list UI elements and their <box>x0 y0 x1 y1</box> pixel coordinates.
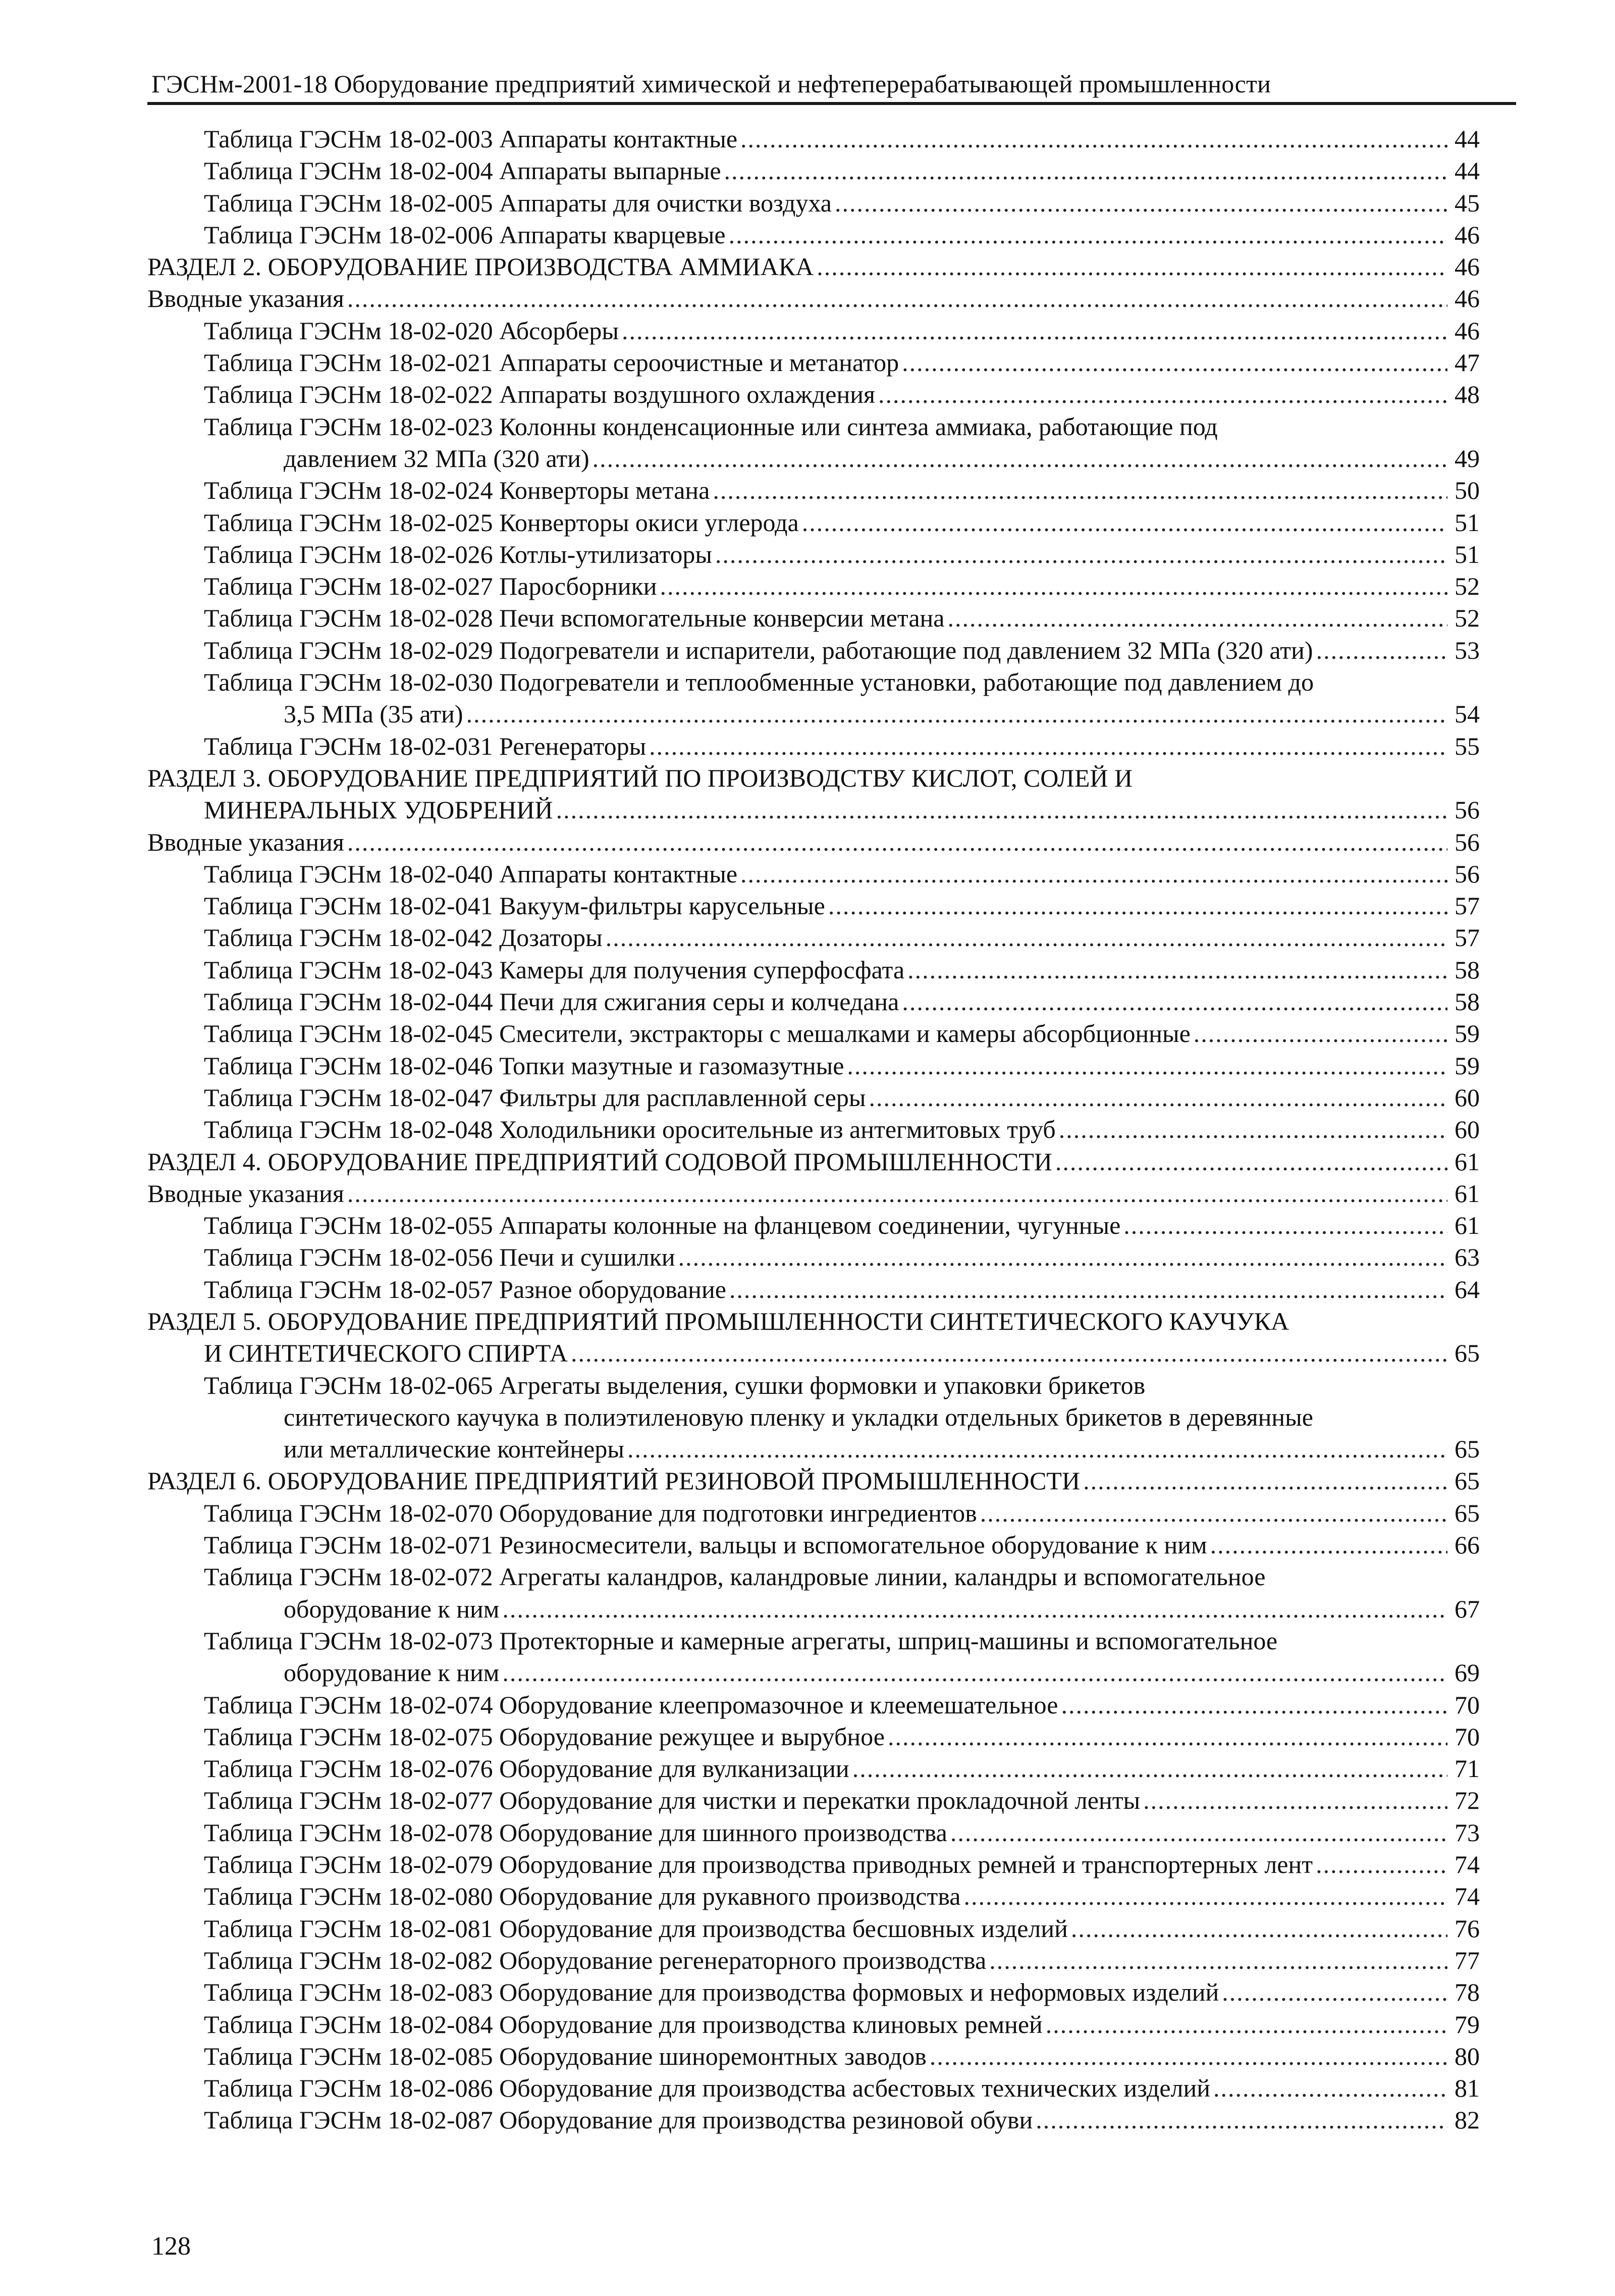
toc-entry-row <box>204 1593 1480 1625</box>
toc-entry-page: 63 <box>1455 1243 1480 1272</box>
toc-section-entry <box>147 1306 1480 1370</box>
toc-entry-title: Вводные указания <box>147 1179 344 1208</box>
toc-entry-title: оборудование к ним <box>284 1594 500 1623</box>
toc-entry-page: 59 <box>1455 1051 1480 1080</box>
toc-table-entry <box>147 1529 1480 1561</box>
toc-entry-page: 46 <box>1455 284 1480 313</box>
toc-entry-row <box>204 2104 1480 2136</box>
toc-entry-page: 57 <box>1455 923 1480 952</box>
dot-leader <box>964 1881 1448 1912</box>
toc-entry-page: 55 <box>1455 732 1480 760</box>
toc-entry-title: Таблица ГЭСНм 18-02-044 Печи для сжигания серы и колчедана <box>204 987 899 1016</box>
toc-entry-page: 76 <box>1455 1914 1480 1943</box>
toc-entry-title: Таблица ГЭСНм 18-02-004 Аппараты выпарные <box>204 156 721 185</box>
dot-leader <box>828 890 1447 922</box>
toc-table-entry <box>147 1050 1480 1082</box>
dot-leader <box>947 602 1447 634</box>
toc-entry-row <box>204 922 1480 954</box>
toc-entry-row <box>147 1178 1480 1210</box>
toc-entry-row <box>204 507 1480 539</box>
toc-entry-row <box>204 2041 1480 2072</box>
toc-entry-page: 54 <box>1455 700 1480 728</box>
toc-entry-page: 47 <box>1455 348 1480 377</box>
dot-leader <box>1061 1689 1447 1721</box>
toc-table-entry <box>147 1561 1480 1625</box>
toc-table-entry <box>147 1785 1480 1816</box>
toc-entry-row <box>147 251 1480 283</box>
dot-leader <box>1194 1018 1447 1050</box>
dot-leader <box>1083 1465 1447 1497</box>
toc-section-entry <box>147 251 1480 283</box>
dot-leader <box>622 315 1447 347</box>
dot-leader <box>502 1593 1447 1625</box>
toc-entry-page: 50 <box>1455 476 1480 505</box>
toc-table-entry <box>147 1976 1480 2008</box>
toc-entry-page: 48 <box>1455 380 1480 409</box>
toc-entry-page: 70 <box>1455 1722 1480 1751</box>
toc-entry-page: 52 <box>1455 572 1480 601</box>
dot-leader <box>649 730 1447 762</box>
toc-table-entry <box>147 347 1480 379</box>
toc-entry-title: Таблица ГЭСНм 18-02-087 Оборудование для производства резиновой обуви <box>204 2106 1033 2134</box>
toc-entry-row <box>204 475 1480 506</box>
toc-section-entry <box>147 826 1480 858</box>
toc-entry-title: Таблица ГЭСНм 18-02-041 Вакуум-фильтры карусельные <box>204 892 825 920</box>
toc-entry-page: 65 <box>1455 1435 1480 1464</box>
toc-entry-page: 51 <box>1455 508 1480 537</box>
toc-entry-title: Таблица ГЭСНм 18-02-045 Смесители, экстракторы с мешалками и камеры абсорбционные <box>204 1019 1191 1048</box>
toc-entry-row <box>204 954 1480 986</box>
toc-entry-row <box>147 826 1480 858</box>
toc-entry-title-line: РАЗДЕЛ 3. ОБОРУДОВАНИЕ ПРЕДПРИЯТИЙ ПО ПРОИЗВОДСТВУ КИСЛОТ, СОЛЕЙ И <box>147 763 1133 792</box>
toc-entry-page: 78 <box>1455 1978 1480 2007</box>
dot-leader <box>1210 1529 1447 1561</box>
dot-leader <box>888 1721 1447 1753</box>
toc-entry-page: 59 <box>1455 1019 1480 1048</box>
toc-table-entry <box>147 155 1480 187</box>
toc-table-entry <box>147 411 1480 475</box>
toc-table-entry <box>147 123 1480 155</box>
toc-entry-page: 57 <box>1455 892 1480 920</box>
toc-entry-row <box>204 155 1480 187</box>
dot-leader <box>502 1657 1447 1689</box>
toc-entry-row <box>204 2009 1480 2041</box>
toc-entry-title: Таблица ГЭСНм 18-02-081 Оборудование для производства бесшовных изделий <box>204 1914 1068 1943</box>
toc-entry-page: 61 <box>1455 1211 1480 1240</box>
toc-entry-title: Таблица ГЭСНм 18-02-024 Конверторы метана <box>204 476 710 505</box>
toc-entry-row <box>204 347 1480 379</box>
toc-entry-row <box>204 986 1480 1018</box>
toc-table-entry <box>147 890 1480 922</box>
toc-entry-page: 44 <box>1455 156 1480 185</box>
header-rule <box>147 102 1516 105</box>
dot-leader <box>606 922 1447 954</box>
toc-entry-title: РАЗДЕЛ 2. ОБОРУДОВАНИЕ ПРОИЗВОДСТВА АММИАКА <box>147 252 814 281</box>
toc-entry-row <box>204 187 1480 219</box>
toc-entry-row <box>204 1050 1480 1082</box>
toc-table-entry <box>147 187 1480 219</box>
toc-entry-page: 58 <box>1455 955 1480 984</box>
toc-entry-row <box>204 2072 1480 2104</box>
toc-table-entry <box>147 1849 1480 1881</box>
toc-table-entry <box>147 539 1480 570</box>
toc-entry-row <box>204 730 1480 762</box>
toc-entry-title: давлением 32 МПа (320 ати) <box>284 444 589 473</box>
dot-leader <box>466 698 1447 730</box>
dot-leader <box>930 2041 1447 2072</box>
toc-entry-row <box>204 858 1480 890</box>
toc-entry-row <box>147 794 1480 826</box>
toc-table-entry <box>147 1241 1480 1273</box>
toc-entry-page: 58 <box>1455 987 1480 1016</box>
toc-entry-row <box>147 1146 1480 1178</box>
toc-table-entry <box>147 730 1480 762</box>
toc-entry-title: Таблица ГЭСНм 18-02-028 Печи вспомогательные конверсии метана <box>204 604 945 633</box>
toc-entry-page: 65 <box>1455 1498 1480 1527</box>
dot-leader <box>347 826 1447 858</box>
toc-table-entry <box>147 1753 1480 1785</box>
dot-leader <box>847 1050 1447 1082</box>
toc-entry-title: Таблица ГЭСНм 18-02-047 Фильтры для расплавленной серы <box>204 1083 866 1112</box>
dot-leader <box>902 347 1447 379</box>
toc-entry-title: Таблица ГЭСНм 18-02-085 Оборудование шиноремонтных заводов <box>204 2042 927 2070</box>
toc-entry-title-line: РАЗДЕЛ 5. ОБОРУДОВАНИЕ ПРЕДПРИЯТИЙ ПРОМЫШЛЕННОСТИ СИНТЕТИЧЕСКОГО КАУЧУКА <box>147 1307 1289 1335</box>
toc-entry-title: Таблица ГЭСНм 18-02-029 Подогреватели и испарители, работающие под давлением 32 МПа (320 ати) <box>204 636 1313 664</box>
dot-leader <box>740 858 1447 890</box>
toc-section-entry <box>147 1465 1480 1497</box>
toc-entry-row <box>204 1849 1480 1881</box>
toc-entry-row <box>204 1976 1480 2008</box>
toc-entry-page: 69 <box>1455 1658 1480 1687</box>
toc-entry-page: 64 <box>1455 1275 1480 1303</box>
toc-entry-page: 70 <box>1455 1690 1480 1719</box>
toc-entry-row <box>204 1753 1480 1785</box>
page-number: 128 <box>151 2232 191 2261</box>
toc-table-entry <box>147 1497 1480 1529</box>
running-header: ГЭСНм-2001-18 Оборудование предприятий химической и нефтеперерабатывающей промышленности <box>151 70 1271 98</box>
toc-entry-row <box>204 219 1480 251</box>
dot-leader <box>1071 1913 1447 1945</box>
toc-entry-row <box>204 1433 1480 1465</box>
toc-table-entry <box>147 475 1480 506</box>
dot-leader <box>835 187 1447 219</box>
toc-entry-title: Таблица ГЭСНм 18-02-057 Разное оборудование <box>204 1275 726 1303</box>
dot-leader <box>902 986 1447 1018</box>
toc-entry-title: Вводные указания <box>147 284 344 313</box>
toc-section-entry <box>147 1178 1480 1210</box>
dot-leader <box>907 954 1447 986</box>
dot-leader <box>1123 1210 1447 1241</box>
toc-entry-title: Таблица ГЭСНм 18-02-083 Оборудование для производства формовых и неформовых изделий <box>204 1978 1219 2007</box>
toc-table-entry <box>147 570 1480 602</box>
toc-entry-page: 80 <box>1455 2042 1480 2070</box>
toc-entry-title: И СИНТЕТИЧЕСКОГО СПИРТА <box>204 1339 568 1368</box>
table-of-contents <box>147 123 1480 2136</box>
toc-entry-page: 65 <box>1455 1339 1480 1368</box>
dot-leader <box>1055 1146 1447 1178</box>
dot-leader <box>713 475 1447 506</box>
dot-leader <box>347 1178 1447 1210</box>
toc-entry-page: 60 <box>1455 1083 1480 1112</box>
dot-leader <box>724 155 1447 187</box>
toc-entry-title-line: Таблица ГЭСНм 18-02-065 Агрегаты выделения, сушки формовки и упаковки брикетов <box>204 1371 1146 1399</box>
dot-leader <box>980 1497 1447 1529</box>
toc-table-entry <box>147 1274 1480 1306</box>
toc-entry-title: Таблица ГЭСНм 18-02-079 Оборудование для производства приводных ремней и транспортерных лент <box>204 1850 1313 1879</box>
toc-entry-page: 61 <box>1455 1179 1480 1208</box>
toc-entry-row <box>204 1114 1480 1145</box>
toc-entry-row <box>204 123 1480 155</box>
toc-entry-row <box>204 1657 1480 1689</box>
toc-entry-page: 60 <box>1455 1115 1480 1144</box>
toc-entry-title: 3,5 МПа (35 ати) <box>284 700 463 728</box>
toc-entry-page: 73 <box>1455 1818 1480 1847</box>
toc-entry-row <box>204 1082 1480 1114</box>
toc-entry-page: 77 <box>1455 1946 1480 1974</box>
toc-entry-row <box>147 1465 1480 1497</box>
dot-leader <box>556 794 1447 826</box>
toc-entry-title: Таблица ГЭСНм 18-02-075 Оборудование режущее и вырубное <box>204 1722 885 1751</box>
toc-entry-row <box>204 1817 1480 1849</box>
dot-leader <box>347 283 1447 315</box>
toc-entry-row <box>204 1529 1480 1561</box>
toc-entry-row <box>204 1785 1480 1816</box>
toc-table-entry <box>147 635 1480 666</box>
toc-entry-title: Таблица ГЭСНм 18-02-074 Оборудование клеепромазочное и клеемешательное <box>204 1690 1058 1719</box>
toc-entry-row <box>204 570 1480 602</box>
dot-leader <box>660 570 1447 602</box>
toc-entry-page: 56 <box>1455 859 1480 888</box>
toc-entry-title: Таблица ГЭСНм 18-02-084 Оборудование для производства клиновых ремней <box>204 2010 1043 2039</box>
toc-table-entry <box>147 922 1480 954</box>
toc-entry-page: 71 <box>1455 1754 1480 1783</box>
toc-entry-page: 61 <box>1455 1147 1480 1176</box>
toc-entry-row <box>204 602 1480 634</box>
dot-leader <box>571 1337 1447 1369</box>
dot-leader <box>715 539 1447 570</box>
toc-entry-title: Таблица ГЭСНм 18-02-020 Абсорберы <box>204 316 619 345</box>
toc-table-entry <box>147 986 1480 1018</box>
toc-entry-page: 49 <box>1455 444 1480 473</box>
toc-entry-title: Таблица ГЭСНм 18-02-043 Камеры для получения суперфосфата <box>204 955 905 984</box>
toc-entry-page: 67 <box>1455 1594 1480 1623</box>
toc-table-entry <box>147 507 1480 539</box>
toc-entry-page: 51 <box>1455 540 1480 568</box>
toc-section-entry <box>147 762 1480 826</box>
toc-table-entry <box>147 1018 1480 1050</box>
toc-entry-title: Таблица ГЭСНм 18-02-082 Оборудование регенераторного производства <box>204 1946 987 1974</box>
dot-leader <box>1222 1976 1447 2008</box>
toc-entry-title: МИНЕРАЛЬНЫХ УДОБРЕНИЙ <box>204 796 553 824</box>
toc-table-entry <box>147 1625 1480 1689</box>
dot-leader <box>1046 2009 1447 2041</box>
dot-leader <box>950 1817 1447 1849</box>
toc-entry-title: РАЗДЕЛ 4. ОБОРУДОВАНИЕ ПРЕДПРИЯТИЙ СОДОВОЙ ПРОМЫШЛЕННОСТИ <box>147 1147 1052 1176</box>
toc-table-entry <box>147 379 1480 410</box>
toc-entry-title: Таблица ГЭСНм 18-02-025 Конверторы окиси углерода <box>204 508 799 537</box>
toc-entry-title: Таблица ГЭСНм 18-02-027 Паросборники <box>204 572 657 601</box>
toc-entry-row <box>204 890 1480 922</box>
toc-entry-row <box>204 315 1480 347</box>
toc-entry-row <box>204 698 1480 730</box>
toc-section-entry <box>147 1146 1480 1178</box>
toc-entry-page: 56 <box>1455 827 1480 856</box>
toc-entry-title: или металлические контейнеры <box>284 1435 624 1464</box>
toc-entry-title-line: Таблица ГЭСНм 18-02-030 Подогреватели и теплообменные установки, работающие под давлением до <box>204 668 1314 697</box>
toc-entry-page: 74 <box>1455 1850 1480 1879</box>
toc-entry-row <box>204 539 1480 570</box>
toc-table-entry <box>147 602 1480 634</box>
toc-entry-title: Таблица ГЭСНм 18-02-031 Регенераторы <box>204 732 647 760</box>
toc-table-entry <box>147 1817 1480 1849</box>
toc-table-entry <box>147 2072 1480 2104</box>
toc-entry-title: Таблица ГЭСНм 18-02-055 Аппараты колонные на фланцевом соединении, чугунные <box>204 1211 1121 1240</box>
toc-entry-title: Таблица ГЭСНм 18-02-071 Резиносмесители, вальцы и вспомогательное оборудование к ним <box>204 1531 1207 1559</box>
toc-entry-page: 66 <box>1455 1531 1480 1559</box>
toc-entry-page: 46 <box>1455 252 1480 281</box>
toc-entry-title: Таблица ГЭСНм 18-02-006 Аппараты кварцевые <box>204 220 726 249</box>
toc-entry-page: 72 <box>1455 1786 1480 1815</box>
toc-entry-title-line: Таблица ГЭСНм 18-02-072 Агрегаты каландров, каландровые линии, каландры и вспомогательное <box>204 1562 1266 1591</box>
toc-entry-title: Таблица ГЭСНм 18-02-070 Оборудование для подготовки ингредиентов <box>204 1498 977 1527</box>
toc-table-entry <box>147 1210 1480 1241</box>
dot-leader <box>740 123 1447 155</box>
toc-entry-title: Вводные указания <box>147 827 344 856</box>
toc-entry-title: Таблица ГЭСНм 18-02-005 Аппараты для очистки воздуха <box>204 188 832 217</box>
dot-leader <box>869 1082 1447 1114</box>
toc-entry-page: 46 <box>1455 316 1480 345</box>
toc-table-entry <box>147 1370 1480 1466</box>
toc-entry-title: Таблица ГЭСНм 18-02-046 Топки мазутные и газомазутные <box>204 1051 844 1080</box>
toc-entry-title: Таблица ГЭСНм 18-02-040 Аппараты контактные <box>204 859 738 888</box>
toc-entry-row <box>204 443 1480 475</box>
dot-leader <box>1036 2104 1447 2136</box>
toc-entry-title: Таблица ГЭСНм 18-02-048 Холодильники оросительные из антегмитовых труб <box>204 1115 1056 1144</box>
toc-entry-row <box>204 1689 1480 1721</box>
toc-table-entry <box>147 1082 1480 1114</box>
toc-entry-row <box>204 1241 1480 1273</box>
dot-leader <box>1213 2072 1447 2104</box>
dot-leader <box>989 1945 1447 1976</box>
toc-entry-row <box>204 635 1480 666</box>
toc-entry-title: Таблица ГЭСНм 18-02-022 Аппараты воздушного охлаждения <box>204 380 875 409</box>
toc-entry-row <box>204 1018 1480 1050</box>
toc-table-entry <box>147 219 1480 251</box>
dot-leader <box>593 443 1447 475</box>
toc-entry-title: Таблица ГЭСНм 18-02-076 Оборудование для вулканизации <box>204 1754 849 1783</box>
toc-entry-row <box>204 1210 1480 1241</box>
toc-entry-title: Таблица ГЭСНм 18-02-080 Оборудование для рукавного производства <box>204 1882 961 1911</box>
toc-entry-row <box>204 1881 1480 1912</box>
dot-leader <box>729 1274 1447 1306</box>
dot-leader <box>729 219 1447 251</box>
toc-entry-title: Таблица ГЭСНм 18-02-003 Аппараты контактные <box>204 125 738 153</box>
toc-entry-page: 44 <box>1455 125 1480 153</box>
toc-table-entry <box>147 2041 1480 2072</box>
toc-table-entry <box>147 1881 1480 1912</box>
toc-entry-page: 45 <box>1455 188 1480 217</box>
dot-leader <box>627 1433 1447 1465</box>
toc-entry-title: Таблица ГЭСНм 18-02-056 Печи и сушилки <box>204 1243 675 1272</box>
toc-table-entry <box>147 1945 1480 1976</box>
toc-entry-row <box>204 1274 1480 1306</box>
toc-entry-title: Таблица ГЭСНм 18-02-086 Оборудование для производства асбестовых технических изделий <box>204 2074 1211 2103</box>
toc-entry-page: 82 <box>1455 2106 1480 2134</box>
toc-table-entry <box>147 2009 1480 2041</box>
toc-entry-title: Таблица ГЭСНм 18-02-021 Аппараты сероочистные и метанатор <box>204 348 899 377</box>
toc-entry-title: Таблица ГЭСНм 18-02-077 Оборудование для чистки и перекатки прокладочной ленты <box>204 1786 1141 1815</box>
toc-entry-page: 53 <box>1455 636 1480 664</box>
dot-leader <box>817 251 1447 283</box>
toc-table-entry <box>147 315 1480 347</box>
toc-table-entry <box>147 666 1480 730</box>
toc-entry-row <box>204 1721 1480 1753</box>
dot-leader <box>802 507 1447 539</box>
toc-entry-title: Таблица ГЭСНм 18-02-042 Дозаторы <box>204 923 603 952</box>
toc-entry-title: Таблица ГЭСНм 18-02-026 Котлы-утилизаторы <box>204 540 712 568</box>
toc-entry-page: 56 <box>1455 796 1480 824</box>
toc-table-entry <box>147 1114 1480 1145</box>
toc-table-entry <box>147 2104 1480 2136</box>
dot-leader <box>678 1241 1447 1273</box>
toc-entry-page: 79 <box>1455 2010 1480 2039</box>
dot-leader <box>852 1753 1447 1785</box>
toc-table-entry <box>147 858 1480 890</box>
toc-entry-row <box>204 1913 1480 1945</box>
toc-table-entry <box>147 1913 1480 1945</box>
toc-entry-title: РАЗДЕЛ 6. ОБОРУДОВАНИЕ ПРЕДПРИЯТИЙ РЕЗИНОВОЙ ПРОМЫШЛЕННОСТИ <box>147 1467 1081 1495</box>
toc-entry-row <box>147 283 1480 315</box>
dot-leader <box>878 379 1447 410</box>
toc-entry-title-line: Таблица ГЭСНм 18-02-073 Протекторные и камерные агрегаты, шприц-машины и вспомогательное <box>204 1626 1278 1655</box>
toc-entry-row <box>204 1497 1480 1529</box>
dot-leader <box>1059 1114 1447 1145</box>
toc-entry-row <box>147 1337 1480 1369</box>
toc-table-entry <box>147 1689 1480 1721</box>
toc-entry-page: 74 <box>1455 1882 1480 1911</box>
toc-entry-page: 81 <box>1455 2074 1480 2103</box>
dot-leader <box>1143 1785 1447 1816</box>
toc-entry-page: 46 <box>1455 220 1480 249</box>
dot-leader <box>1316 635 1447 666</box>
toc-section-entry <box>147 283 1480 315</box>
toc-entry-row <box>204 1945 1480 1976</box>
toc-entry-title: Таблица ГЭСНм 18-02-078 Оборудование для шинного производства <box>204 1818 947 1847</box>
toc-entry-title: оборудование к ним <box>284 1658 500 1687</box>
toc-table-entry <box>147 1721 1480 1753</box>
toc-entry-row <box>204 379 1480 410</box>
toc-entry-page: 65 <box>1455 1467 1480 1495</box>
toc-table-entry <box>147 954 1480 986</box>
dot-leader <box>1316 1849 1447 1881</box>
toc-entry-title-line: синтетического каучука в полиэтиленовую пленку и укладки отдельных брикетов в деревянные <box>284 1402 1313 1431</box>
toc-entry-page: 52 <box>1455 604 1480 633</box>
toc-entry-title-line: Таблица ГЭСНм 18-02-023 Колонны конденсационные или синтеза аммиака, работающие под <box>204 412 1218 441</box>
